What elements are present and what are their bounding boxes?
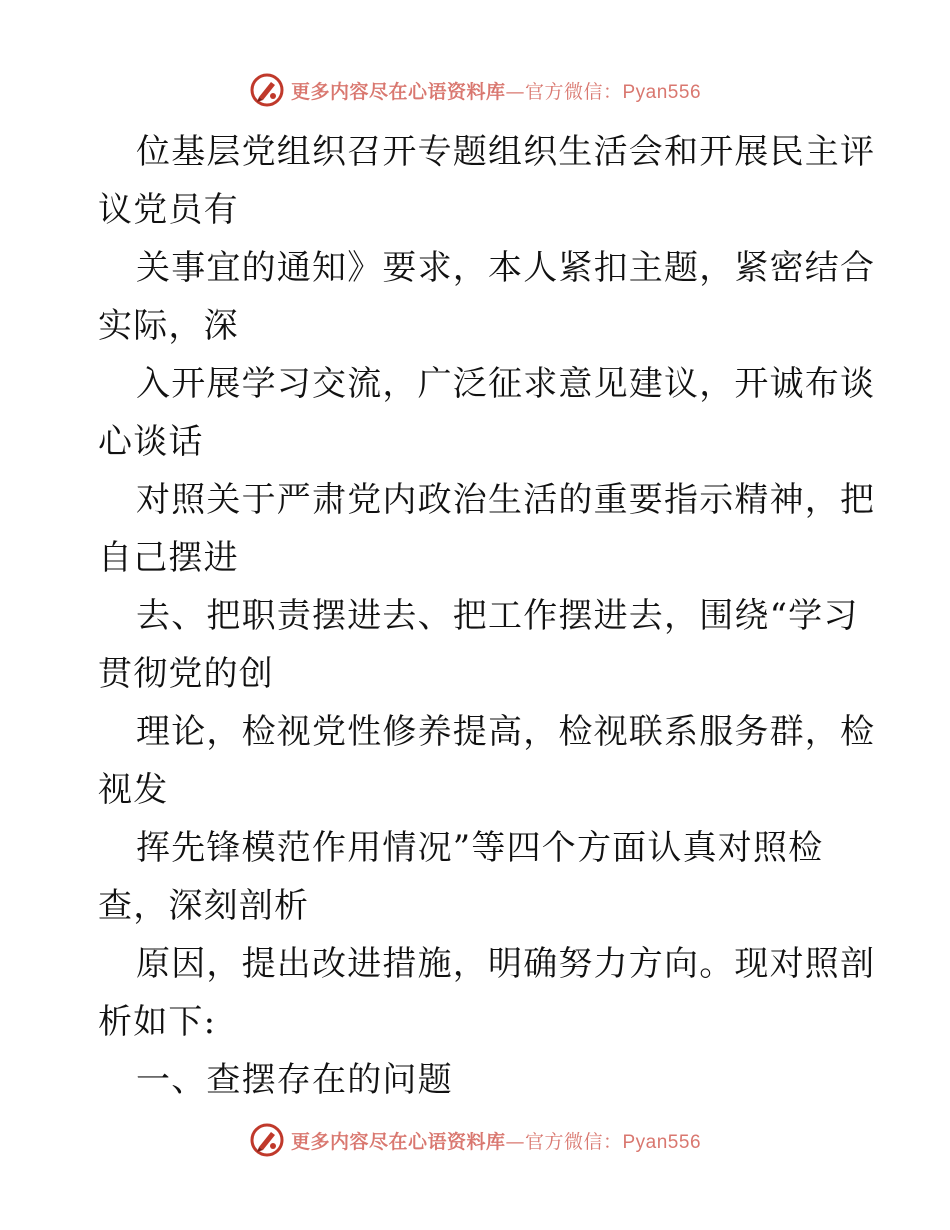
- header-watermark: [0, 70, 950, 110]
- watermark-contact-label: 官方微信：: [524, 80, 623, 103]
- watermark-separator: —: [505, 80, 525, 103]
- paragraph: [98, 239, 876, 355]
- paragraph-line: 理论，检视党性修养提高，检视联系服务群，检: [136, 712, 876, 752]
- watermark-text: [291, 77, 701, 104]
- paragraph-line: 去、把职责摆进去、把工作摆进去，围绕“学习: [136, 596, 859, 636]
- footer-watermark: [0, 1120, 950, 1160]
- paragraph-line: 对照关于严肃党内政治生活的重要指示精神，把: [136, 480, 876, 520]
- document-body: [98, 123, 876, 1109]
- paragraph-line: 心谈话: [98, 422, 204, 462]
- watermark-text: [291, 1127, 701, 1154]
- paragraph-line: 实际，深: [98, 306, 239, 346]
- watermark-contact-label: 官方微信：: [524, 1130, 623, 1153]
- paragraph: [98, 123, 876, 239]
- watermark-contact-id: Pyan556: [622, 1131, 702, 1153]
- paragraph-line: 议党员有: [98, 190, 239, 230]
- paragraph-line: 入开展学习交流，广泛征求意见建议，开诚布谈: [136, 364, 876, 404]
- pen-logo-icon: [249, 72, 285, 108]
- paragraph: [98, 819, 858, 935]
- paragraph: [98, 355, 876, 471]
- paragraph: [98, 587, 858, 703]
- paragraph: [98, 703, 876, 819]
- paragraph-line: 自己摆进: [98, 538, 239, 578]
- paragraph-line: 视发: [98, 770, 169, 810]
- paragraph-line: 挥先锋模范作用情况”等四个方面认真对照检: [136, 828, 824, 868]
- paragraph-line: 原因，提出改进措施，明确努力方向。现对照剖: [136, 944, 876, 984]
- paragraph-line: 关事宜的通知》要求，本人紧扣主题，紧密结合: [136, 248, 876, 288]
- paragraph: [98, 935, 876, 1051]
- paragraph-line: 位基层党组织召开专题组织生活会和开展民主评: [136, 132, 876, 172]
- watermark-separator: —: [505, 1130, 525, 1153]
- paragraph-line: 析如下:: [98, 1002, 217, 1042]
- paragraph: [98, 471, 876, 587]
- watermark-contact-id: Pyan556: [622, 81, 702, 103]
- watermark-brand: 更多内容尽在心语资料库: [290, 1130, 506, 1153]
- watermark-brand: 更多内容尽在心语资料库: [290, 80, 506, 103]
- paragraph-line: 查，深刻剖析: [98, 886, 310, 926]
- pen-logo-icon: [249, 1122, 285, 1158]
- section-heading: 一、查摆存在的问题: [136, 1060, 453, 1100]
- paragraph-line: 贯彻党的创: [98, 654, 274, 694]
